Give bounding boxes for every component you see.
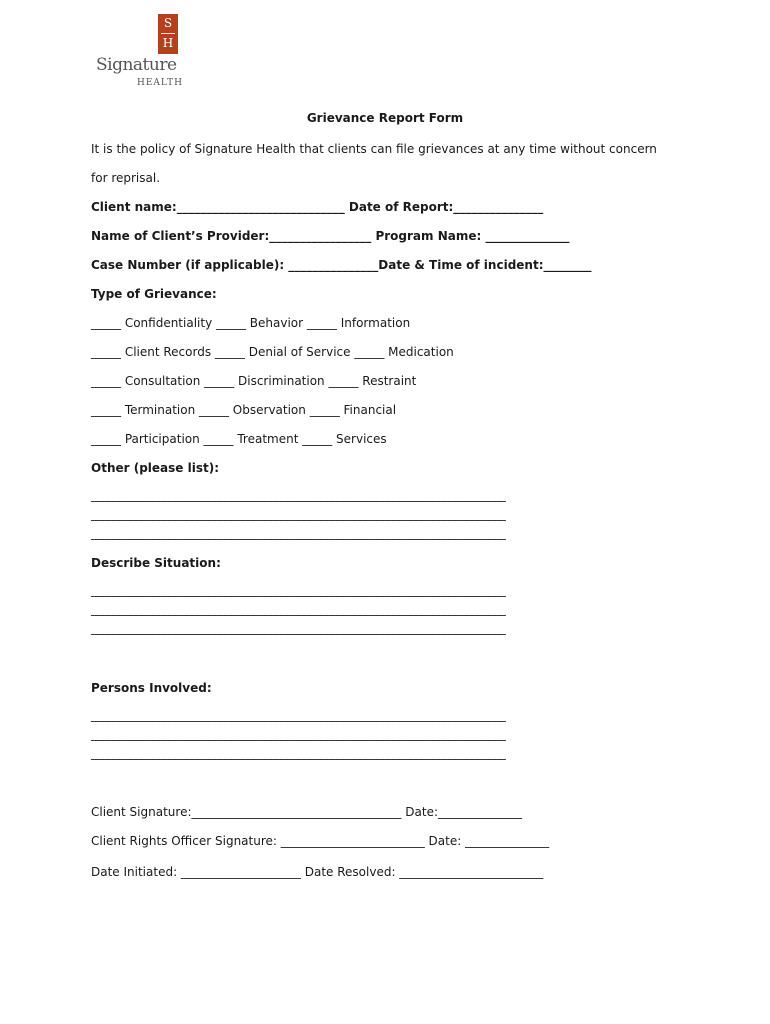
type-of-grievance-label: Type of Grievance:	[91, 287, 217, 301]
date-initiated-resolved-field[interactable]: Date Initiated: ____________________ Date Resolved: ________________________	[91, 865, 544, 879]
persons-blank-line[interactable]: __________________________________________________________________________	[91, 708, 506, 722]
logo-mark-letter-s: S	[163, 16, 173, 30]
other-please-list-label: Other (please list):	[91, 461, 219, 475]
provider-program-name-field[interactable]: Name of Client’s Provider:_________________ Program Name: ______________	[91, 229, 570, 243]
other-blank-line[interactable]: __________________________________________________________________________	[91, 526, 506, 540]
form-title: Grievance Report Form	[306, 111, 464, 125]
grievance-option-row[interactable]: _____ Client Records _____ Denial of Service _____ Medication	[91, 345, 454, 359]
persons-involved-label: Persons Involved:	[91, 681, 212, 695]
policy-text-line-1: It is the policy of Signature Health that clients can file grievances at any time without concern	[91, 142, 657, 156]
other-blank-line[interactable]: __________________________________________________________________________	[91, 488, 506, 502]
describe-blank-line[interactable]: __________________________________________________________________________	[91, 583, 506, 597]
describe-situation-label: Describe Situation:	[91, 556, 221, 570]
grievance-option-row[interactable]: _____ Consultation _____ Discrimination _____ Restraint	[91, 374, 417, 388]
grievance-option-row[interactable]: _____ Confidentiality _____ Behavior _____ Information	[91, 316, 411, 330]
client-rights-officer-signature-field[interactable]: Client Rights Officer Signature: ________________________ Date: ______________	[91, 834, 550, 848]
persons-blank-line[interactable]: __________________________________________________________________________	[91, 727, 506, 741]
client-signature-field[interactable]: Client Signature:___________________________________ Date:______________	[91, 805, 523, 819]
other-blank-line[interactable]: __________________________________________________________________________	[91, 507, 506, 521]
logo-mark-letter-h: H	[162, 36, 174, 50]
logo-name: Signature	[96, 55, 177, 75]
signature-health-logo	[96, 12, 196, 92]
describe-blank-line[interactable]: __________________________________________________________________________	[91, 621, 506, 635]
policy-text-line-2: for reprisal.	[91, 171, 161, 185]
logo-subname: HEALTH	[137, 78, 184, 88]
persons-blank-line[interactable]: __________________________________________________________________________	[91, 746, 506, 760]
grievance-option-row[interactable]: _____ Participation _____ Treatment _____ Services	[91, 432, 387, 446]
logo-mark-divider	[161, 33, 175, 34]
client-name-date-of-report-field[interactable]: Client name:____________________________ Date of Report:_______________	[91, 200, 544, 214]
describe-blank-line[interactable]: __________________________________________________________________________	[91, 602, 506, 616]
case-number-incident-date-field[interactable]: Case Number (if applicable): _______________Date & Time of incident:________	[91, 258, 592, 272]
grievance-option-row[interactable]: _____ Termination _____ Observation _____ Financial	[91, 403, 397, 417]
logo-mark	[158, 14, 178, 54]
